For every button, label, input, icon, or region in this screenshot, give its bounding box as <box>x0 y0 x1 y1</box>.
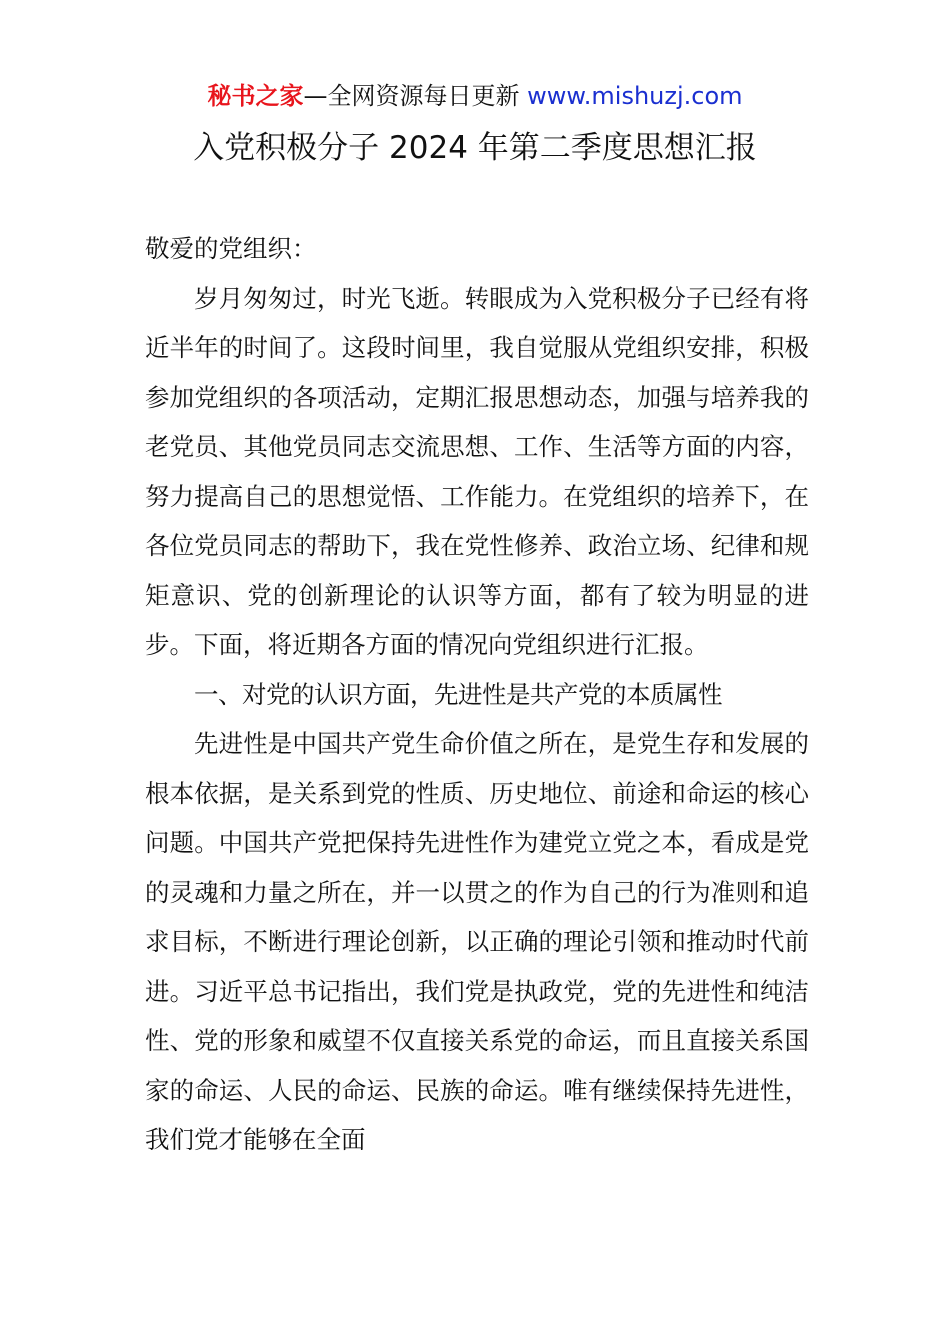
section-paragraph: 先进性是中国共产党生命价值之所在，是党生存和发展的根本依据，是关系到党的性质、历史地位、前途和命运的核心问题。中国共产党把保持先进性作为建党立党之本，看成是党的灵魂和力量之所在，并一以贯之的作为自己的行为准则和追求目标，不断进行理论创新，以正确的理论引领和推动时代前进。习近平总书记指出，我们党是执政党，党的先进性和纯洁性、党的形象和威望不仅直接关系党的命运，而且直接关系国家的命运、人民的命运、民族的命运。唯有继续保持先进性，我们党才能够在全面 <box>145 729 809 1154</box>
site-brand: 秘书之家 <box>207 82 304 110</box>
intro-paragraph: 岁月匆匆过，时光飞逝。转眼成为入党积极分子已经有将近半年的时间了。这段时间里，我自觉服从党组织安排，积极参加党组织的各项活动，定期汇报思想动态，加强与培养我的老党员、其他党员同志交流思想、工作、生活等方面的内容，努力提高自己的思想觉悟、工作能力。在党组织的培养下，在各位党员同志的帮助下，我在党性修养、政治立场、纪律和规矩意识、党的创新理论的认识等方面，都有了较为明显的进步。下面，将近期各方面的情况向党组织进行汇报。 <box>145 283 809 659</box>
site-slogan: —全网资源每日更新 <box>303 82 528 110</box>
document-body <box>145 224 809 1165</box>
document-title: 入党积极分子 2024 年第二季度思想汇报 <box>193 130 757 166</box>
salutation: 敬爱的党组织： <box>145 234 317 263</box>
section-heading: 一、对党的认识方面，先进性是共产党的本质属性 <box>194 679 722 709</box>
site-header <box>0 80 950 112</box>
site-url-link[interactable]: www.mishuzj.com <box>527 82 743 110</box>
